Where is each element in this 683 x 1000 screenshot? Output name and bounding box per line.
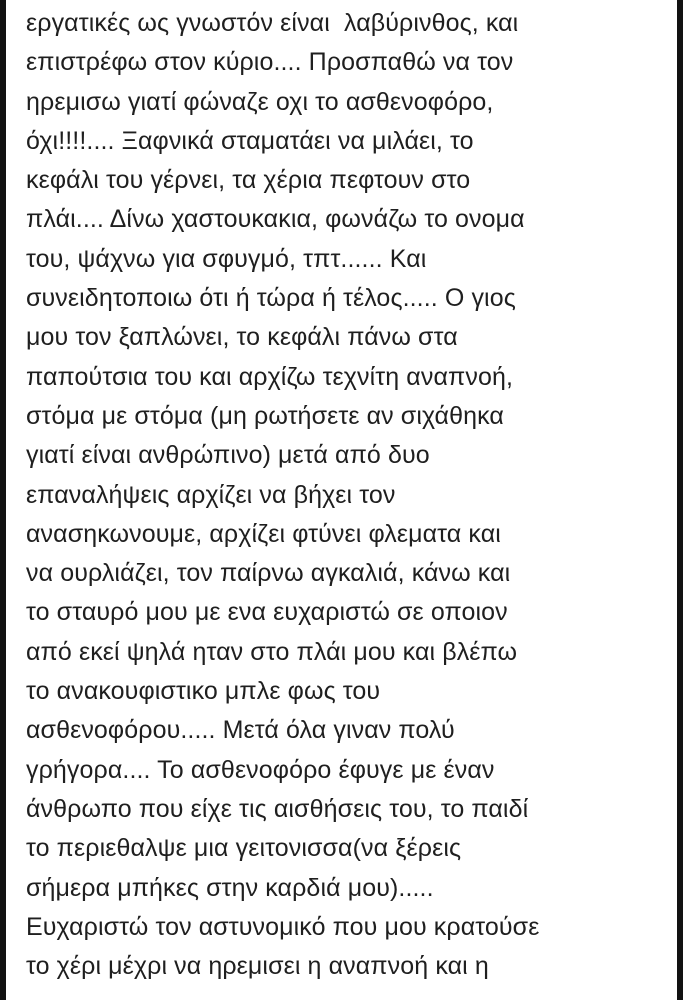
post-text-line: γρήγορα.... Το ασθενοφόρο έφυγε με έναν xyxy=(26,755,495,784)
post-text-line: συνειδητοποιω ότι ή τώρα ή τέλος..... Ο γιος xyxy=(26,284,516,313)
post-text-line: το περιεθαλψε μια γειτονισσα(να ξέρεις xyxy=(26,834,462,863)
post-text-line: Ευχαριστώ τον αστυνομικό που μου κρατούσε xyxy=(26,912,540,941)
post-text-line: άνθρωπο που είχε τις αισθήσεις του, το παιδί xyxy=(26,794,529,823)
post-text-line: παπούτσια του και αρχίζω τεχνίτη αναπνοή, xyxy=(26,362,514,391)
post-text-line: του, ψάχνω για σφυγμό, τπτ...... Και xyxy=(26,244,427,273)
post-text-line: ασθενοφόρου..... Μετά όλα γιναν πολύ xyxy=(26,716,455,745)
post-text-line: εργατικές ως γνωστόν είναι λαβύρινθος, και xyxy=(26,9,519,37)
post-text-line: το ανακουφιστικο μπλε φως του xyxy=(26,677,381,706)
post-body-text xyxy=(26,4,676,986)
post-text-line: σήμερα μπήκες στην καρδιά μου)..... xyxy=(26,873,434,902)
post-text-line: επαναλήψεις αρχίζει να βήχει τον xyxy=(26,480,396,509)
post-text-line: γιατί είναι ανθρώπινο) μετά από δυο xyxy=(26,441,430,470)
screen-edge xyxy=(677,0,683,1000)
post-text-line: επιστρέφω στον κύριο.... Προσπαθώ να τον xyxy=(26,48,514,77)
post-text-line: στόμα με στόμα (μη ρωτήσετε αν σιχάθηκα xyxy=(26,401,504,430)
post-text-line: ηρεμισω γιατί φώναζε οχι το ασθενοφόρο, xyxy=(26,87,494,116)
post-text-line: πλάι.... Δίνω χαστουκακια, φωνάζω το ονομα xyxy=(26,205,525,234)
post-text-card xyxy=(6,0,677,1000)
post-text-line: μου τον ξαπλώνει, το κεφάλι πάνω στα xyxy=(26,323,458,352)
post-text-line: το σταυρό μου με ενα ευχαριστώ σε οποιον xyxy=(26,598,508,627)
post-text-line: κεφάλι του γέρνει, τα χέρια πεφτουν στο xyxy=(26,166,471,195)
post-text-line: από εκεί ψηλά ηταν στο πλάι μου και βλέπω xyxy=(26,637,518,666)
post-text-line: το χέρι μέχρι να ηρεμισει η αναπνοή και η xyxy=(26,952,489,981)
post-text-line: ανασηκωνουμε, αρχίζει φτύνει φλεματα και xyxy=(26,519,501,548)
post-text-line: όχι!!!!.... Ξαφνικά σταματάει να μιλάει, το xyxy=(26,126,474,155)
post-text-line: να ουρλιάζει, τον παίρνω αγκαλιά, κάνω και xyxy=(26,559,511,588)
